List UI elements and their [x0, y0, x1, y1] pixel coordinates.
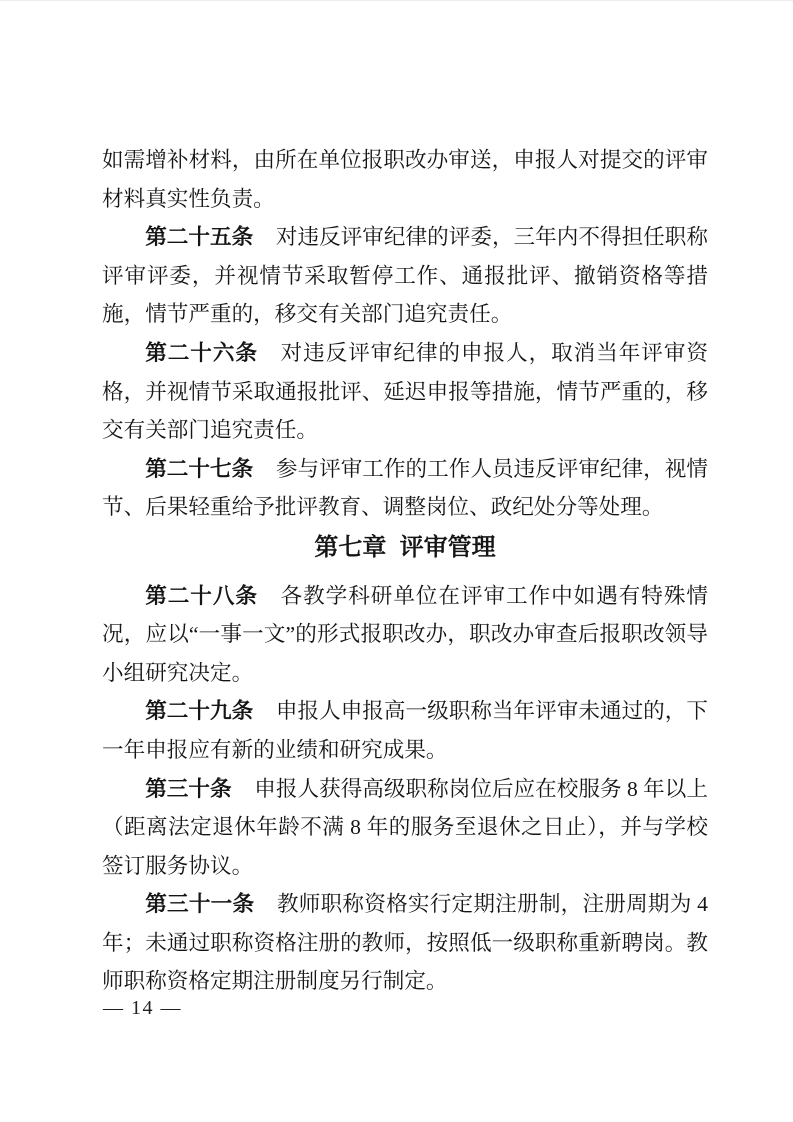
article-paragraph: [102, 770, 708, 886]
article-number: 第三十一条: [145, 891, 255, 917]
article-number: 第三十条: [145, 775, 232, 801]
document-body: [102, 141, 708, 1001]
article-number: 第二十八条: [145, 582, 258, 608]
article-number: 第二十五条: [145, 224, 254, 250]
chapter-title: 评审管理: [399, 533, 496, 561]
paragraph-text: 申报人申报高一级职称当年评审未通过的，下一年申报应有新的业绩和研究成果。: [102, 699, 708, 762]
article-paragraph: [102, 450, 708, 527]
article-paragraph: [102, 577, 708, 693]
article-paragraph: [102, 885, 708, 1001]
article-paragraph: [102, 692, 708, 769]
article-paragraph: [102, 218, 708, 334]
chapter-number: 第七章: [314, 533, 387, 561]
body-paragraph: [102, 141, 708, 218]
paragraph-text: 教师职称资格实行定期注册制，注册周期为 4 年；未通过职称资格注册的教师，按照低一级职称重新聘岗。教师职称资格定期注册制度另行制定。: [102, 892, 708, 994]
paragraph-text: 对违反评审纪律的申报人，取消当年评审资格，并视情节采取通报批评、延迟申报等措施，情节严重的，移交有关部门追究责任。: [102, 340, 708, 443]
page-number: — 14 —: [103, 997, 182, 1019]
paragraph-text: 申报人获得高级职称岗位后应在校服务 8 年以上（距离法定退休年龄不满 8 年的服务至退休之日止），并与学校签订服务协议。: [102, 776, 708, 878]
paragraph-text: 如需增补材料，由所在单位报职改办审送，申报人对提交的评审材料真实性负责。: [102, 148, 708, 211]
chapter-heading: [102, 529, 708, 568]
article-number: 第二十七条: [145, 455, 254, 481]
paragraph-text: 参与评审工作的工作人员违反评审纪律，视情节、后果轻重给予批评教育、调整岗位、政纪处分等处理。: [102, 456, 708, 520]
paragraph-text: 各教学科研单位在评审工作中如遇有特殊情况，应以“一事一文”的形式报职改办，职改办审查后报职改领导小组研究决定。: [102, 583, 708, 685]
article-number: 第二十九条: [145, 698, 254, 724]
paragraph-text: 对违反评审纪律的评委，三年内不得担任职称评审评委，并视情节采取暂停工作、通报批评、撤销资格等措施，情节严重的，移交有关部门追究责任。: [102, 225, 708, 327]
article-number: 第二十六条: [145, 339, 258, 365]
article-paragraph: [102, 334, 708, 450]
